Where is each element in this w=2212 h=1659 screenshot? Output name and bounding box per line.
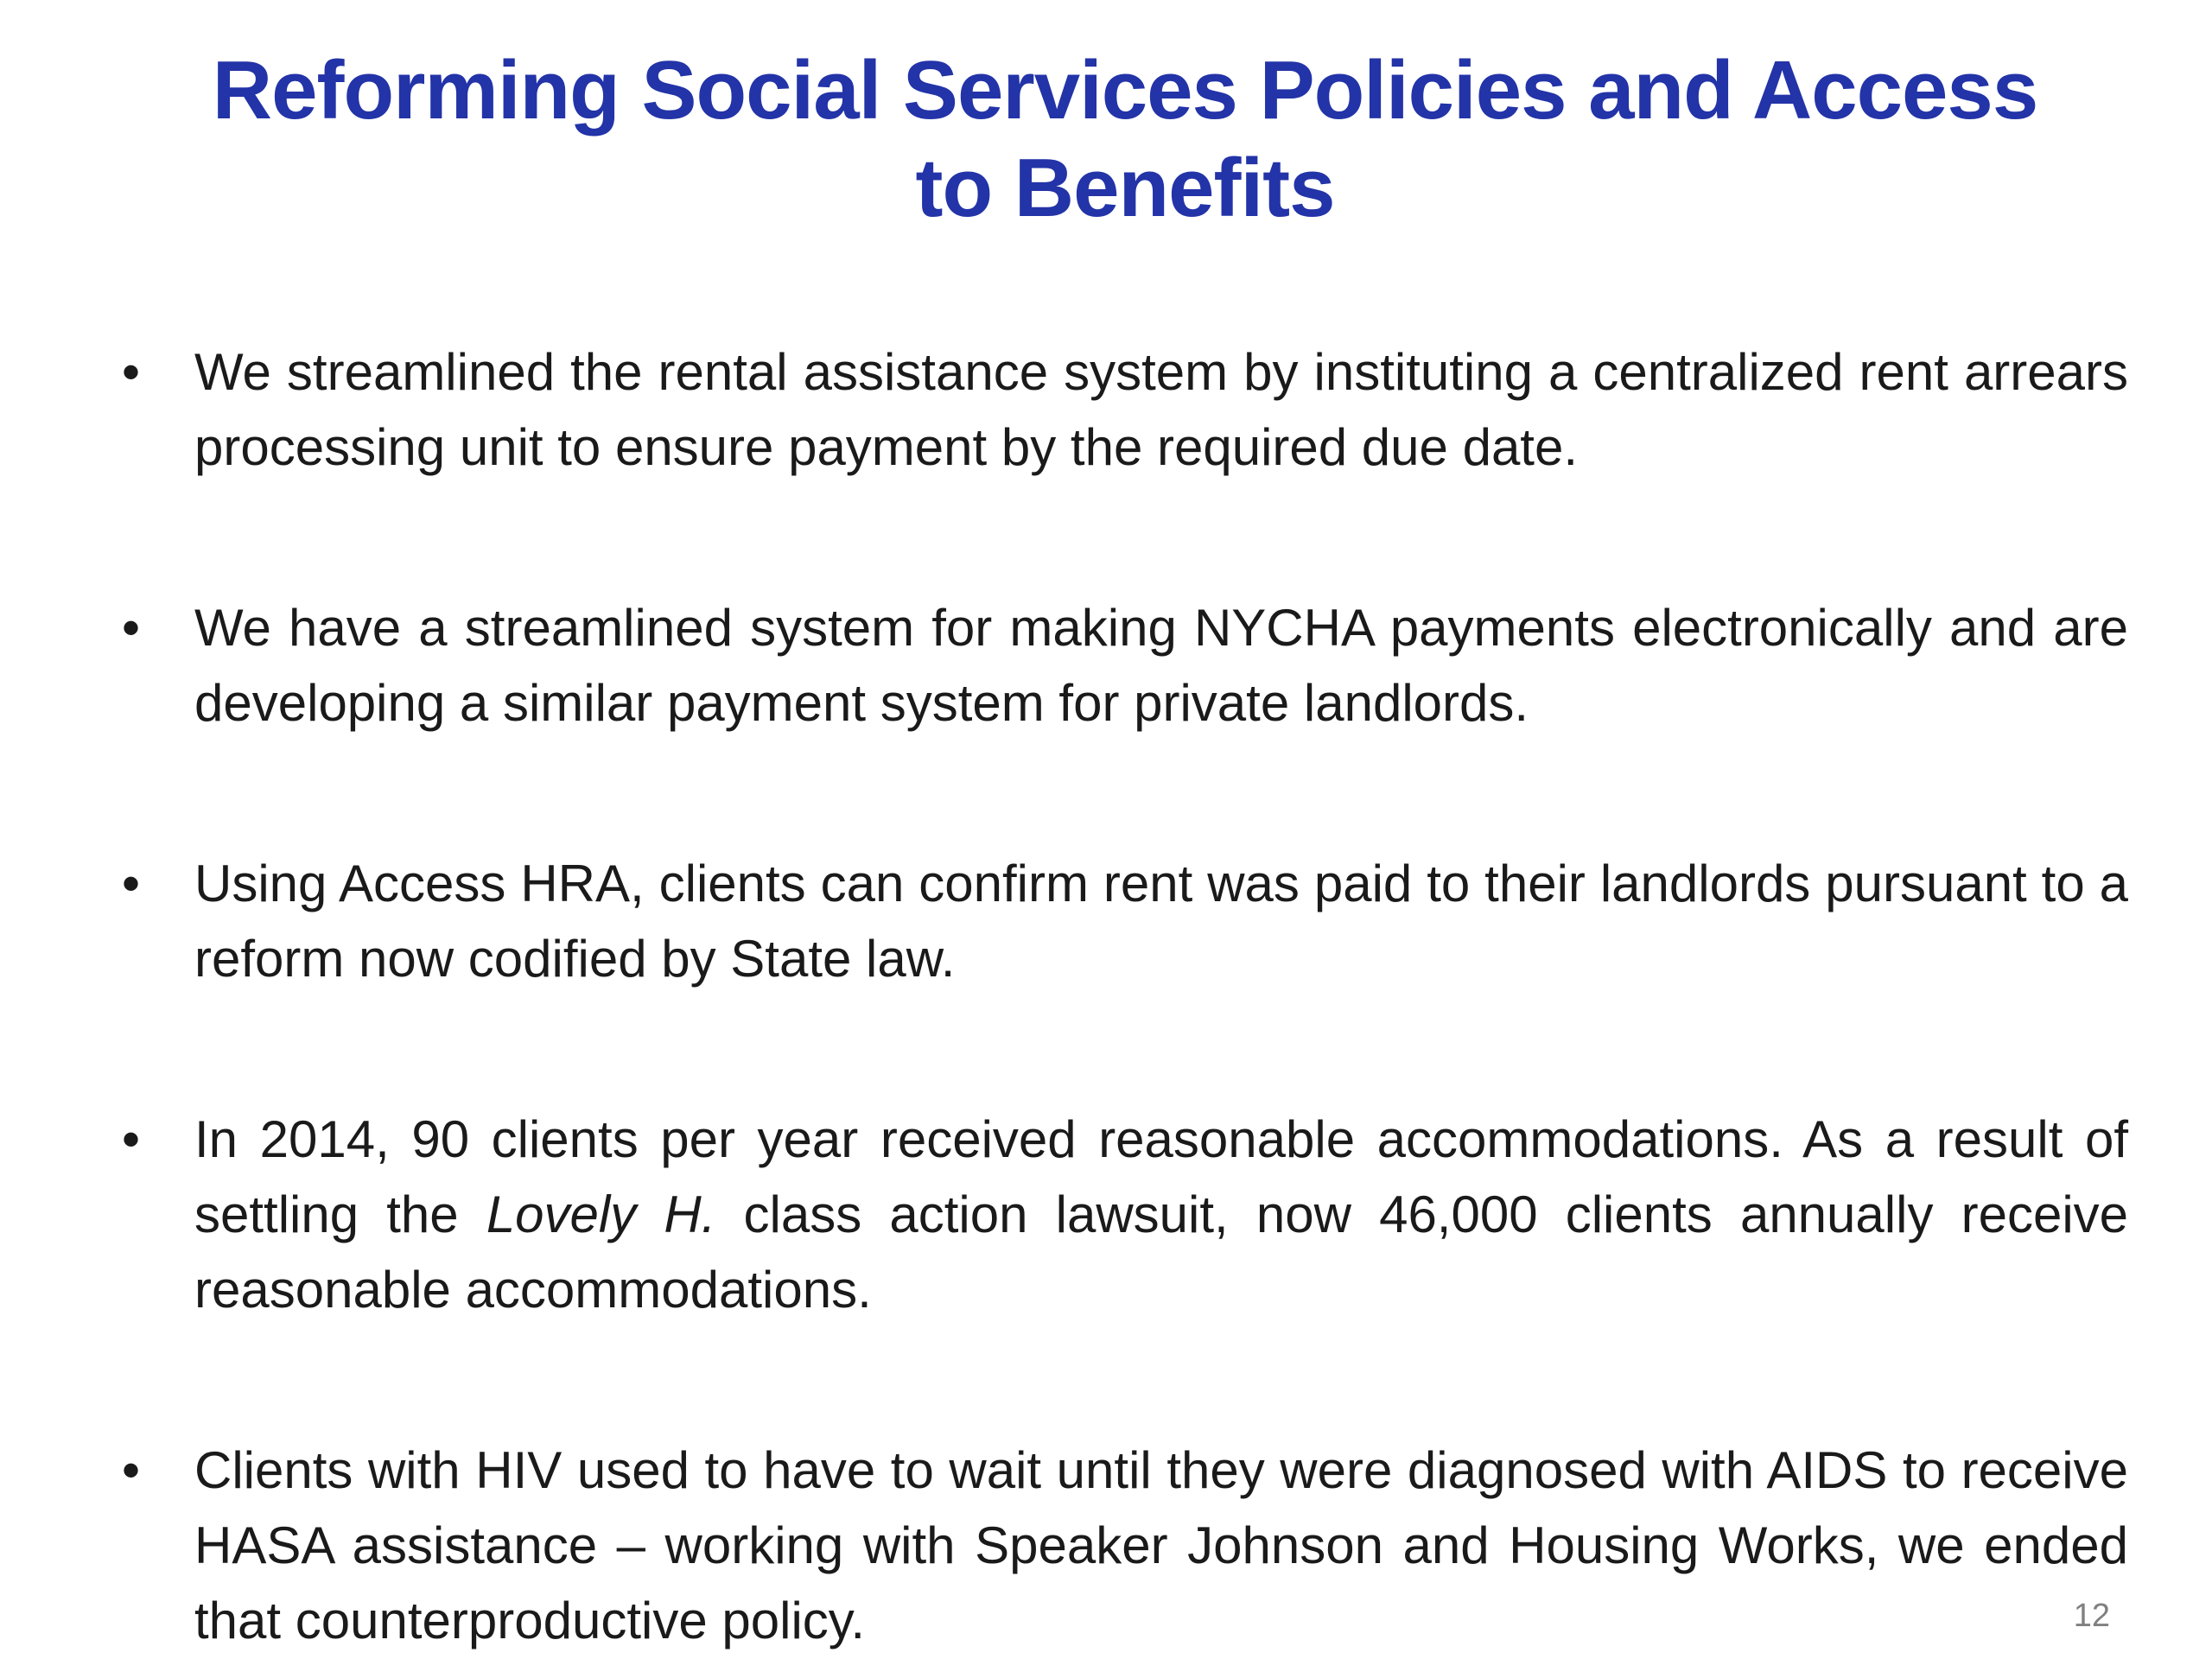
bullet-item-nycha-payments [122,590,2128,741]
bullet-item-access-hra [122,846,2128,996]
bullet-text: Clients with HIV used to have to wait until they were diagnosed with AIDS to receive HASA assistance – working with Speaker Johnson and Housing Works, we ended that counterproductive policy. [194,1440,2128,1649]
bullet-text: Using Access HRA, clients can confirm rent was paid to their landlords pursuant to a reform now codified by State law. [194,854,2128,988]
bullet-marker: • [122,598,141,657]
bullet-item-reasonable-accommodations [122,1102,2128,1327]
bullet-marker: • [122,854,141,912]
case-name-italic: Lovely H. [486,1185,716,1243]
bullet-marker: • [122,1109,141,1168]
bullet-text: We streamlined the rental assistance system by instituting a centralized rent arrears processing unit to ensure payment by the required due date. [194,342,2128,476]
bullet-item-rental-assistance [122,334,2128,485]
bullet-list [122,334,2128,1658]
page-number: 12 [2073,1598,2110,1634]
bullet-text-before: In 2014, 90 clients per year received reasonable accommodations. As a result of settling the [194,1109,2128,1243]
bullet-marker: • [122,342,141,401]
bullet-item-hasa-policy [122,1433,2128,1658]
bullet-text: We have a streamlined system for making NYCHA payments electronically and are developing a similar payment system for private landlords. [194,598,2128,732]
slide-title: Reforming Social Services Policies and Access to Benefits [212,44,2038,235]
bullet-marker: • [122,1440,141,1499]
bullet-text-after: class action lawsuit, now 46,000 clients annually receive reasonable accommodations. [194,1185,2129,1319]
